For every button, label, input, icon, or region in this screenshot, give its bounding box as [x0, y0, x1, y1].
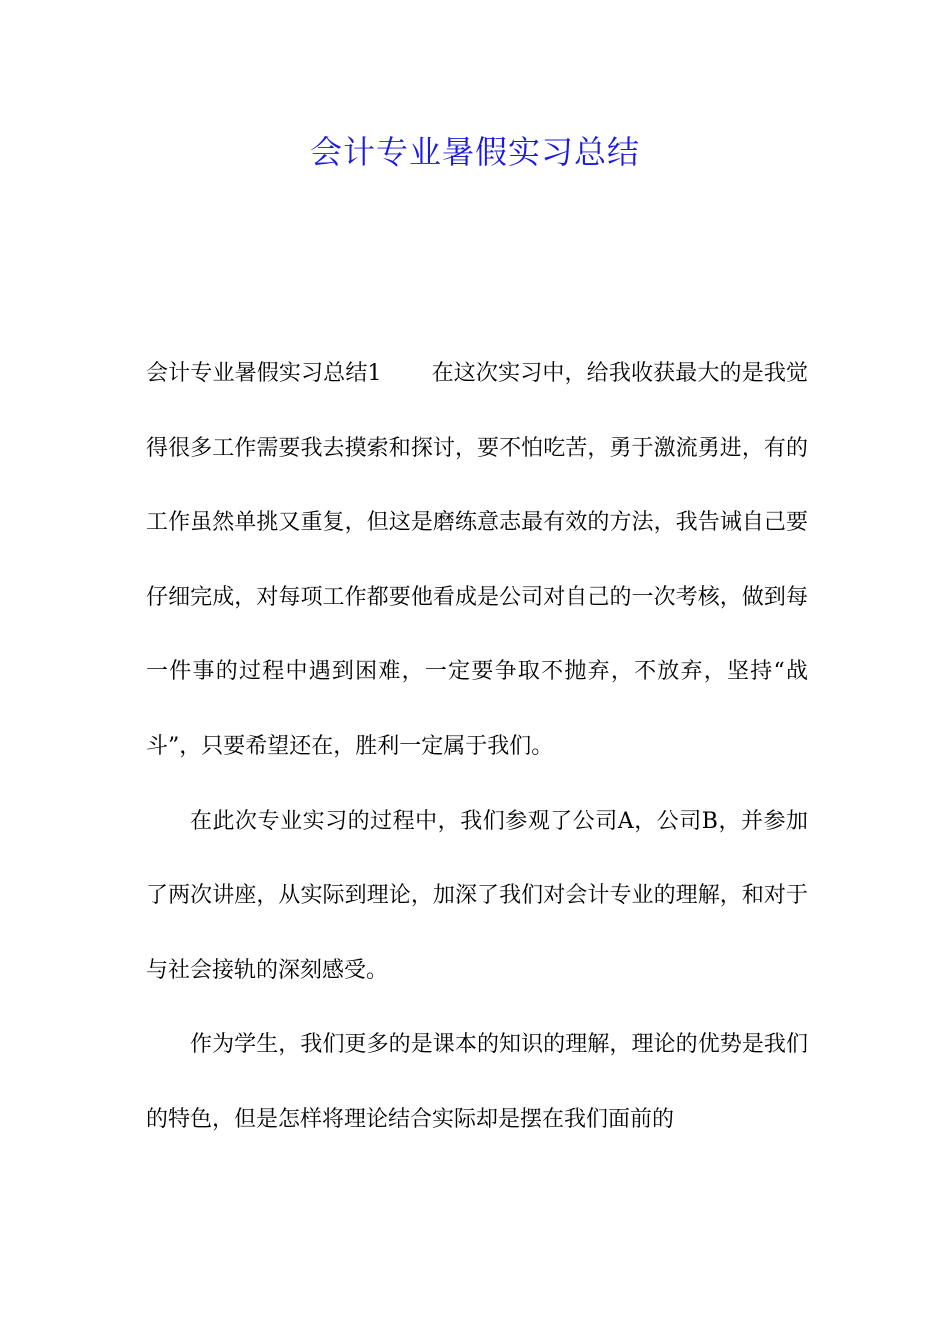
paragraph-1 — [146, 337, 808, 785]
document-body — [146, 337, 808, 1158]
section-heading: 会计专业暑假实习总结1 — [146, 361, 382, 386]
document-title: 会计专业暑假实习总结 — [309, 133, 640, 171]
paragraph-3: 作为学生，我们更多的是课本的知识的理解，理论的优势是我们的特色，但是怎样将理论结合实际却是摆在我们面前的 — [146, 1032, 808, 1132]
paragraph-2: 在此次专业实习的过程中，我们参观了公司A，公司B，并参加了两次讲座，从实际到理论，加深了我们对会计专业的理解，和对于与社会接轨的深刻感受。 — [146, 808, 808, 983]
paragraph-1-text: 在这次实习中，给我收获最大的是我觉得很多工作需要我去摸索和探讨，要不怕吃苦，勇于激流勇进，有的工作虽然单挑又重复，但这是磨练意志最有效的方法，我告诫自己要仔细完成，对每项工作都要他看成是公司对自己的一次考核，做到每一件事的过程中遇到困难，一定要争取不抛弃，不放弃，坚持“战斗”，只要希望还在，胜利一定属于我们。 — [146, 361, 808, 759]
